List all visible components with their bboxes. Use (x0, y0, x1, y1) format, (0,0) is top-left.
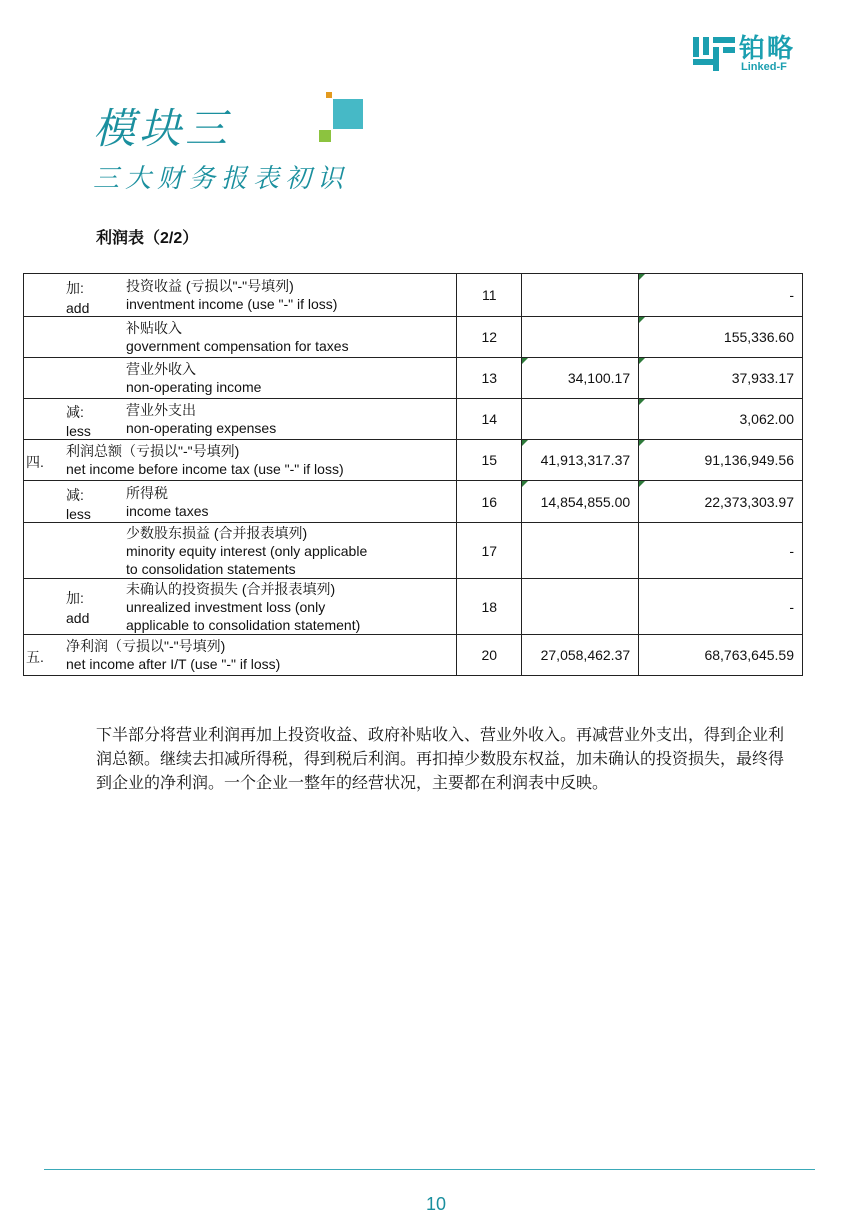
table-row (24, 317, 803, 358)
row-desc-en: income taxes (126, 502, 209, 519)
cell-marker-icon (522, 358, 528, 364)
row-desc-en-line1: minority equity interest (only applicable (126, 542, 368, 559)
income-statement-table (23, 273, 803, 676)
row-desc-cn: 营业外收入 (126, 361, 196, 377)
table-row (24, 481, 803, 523)
value-prior-text: 3,062.00 (739, 411, 794, 427)
row-number: 15 (457, 440, 522, 481)
table-row (24, 523, 803, 579)
row-prefix-cn: 减: (66, 486, 84, 503)
row-desc-cn: 营业外支出 (126, 402, 196, 418)
row-value-prior (639, 481, 803, 523)
row-label (24, 579, 457, 635)
row-value-prior (639, 579, 803, 635)
cell-marker-icon (639, 481, 645, 487)
table-row (24, 274, 803, 317)
value-prior-text: - (789, 542, 794, 559)
explanation-paragraph: 下半部分将营业利润再加上投资收益、政府补贴收入、营业外收入。再减营业外支出，得到企业利润总额。继续去扣减所得税，得到税后利润。再扣掉少数股东权益，加未确认的投资损失，最终得到企业的净利润。一个企业一整年的经营状况，主要都在利润表中反映。 (96, 727, 785, 792)
cell-marker-icon (639, 440, 645, 446)
row-value-prior (639, 317, 803, 358)
row-value-prior (639, 523, 803, 579)
cell-marker-icon (522, 481, 528, 487)
cell-marker-icon (522, 440, 528, 446)
logo-text-en: Linked-F (741, 61, 787, 73)
row-value-prior (639, 440, 803, 481)
row-prefix-cn: 加: (66, 280, 84, 296)
table-row (24, 399, 803, 440)
row-desc-en-line1: unrealized investment loss (only (126, 598, 326, 615)
row-value-current (522, 523, 639, 579)
cell-marker-icon (639, 358, 645, 364)
row-value-current (522, 317, 639, 358)
value-prior-text: 37,933.17 (731, 370, 794, 386)
cell-marker-icon (639, 399, 645, 405)
row-number: 13 (457, 358, 522, 399)
row-desc-cn: 补贴收入 (126, 320, 182, 336)
row-prefix-cn: 减: (66, 404, 84, 420)
value-current-text: 27,058,462.37 (540, 647, 631, 663)
row-desc-cn: 利润总额（亏损以"-"号填列) (66, 443, 240, 459)
decorative-square-teal (333, 99, 363, 129)
row-number: 20 (457, 635, 522, 676)
row-section-marker: 四. (26, 454, 44, 470)
logo-mark-icon (693, 33, 737, 71)
table-title: 利润表（2/2） (96, 230, 199, 247)
row-desc-en: net income before income tax (use "-" if loss) (66, 461, 344, 477)
row-prefix-en: add (66, 609, 90, 626)
row-desc-en: net income after I/T (use "-" if loss) (66, 656, 281, 672)
value-prior-text: 91,136,949.56 (704, 452, 794, 468)
row-label (24, 635, 457, 676)
table-row (24, 579, 803, 635)
row-prefix-en: add (66, 300, 90, 316)
page-number: 10 (425, 1194, 447, 1214)
row-section-marker: 五. (26, 649, 44, 665)
row-desc-cn: 未确认的投资损失 (合并报表填列) (126, 580, 336, 597)
row-number: 17 (457, 523, 522, 579)
row-label (24, 440, 457, 481)
row-desc-en: non-operating income (126, 379, 262, 395)
logo-text-cn: 铂略 (739, 33, 796, 63)
row-desc-cn: 少数股东损益 (合并报表填列) (126, 524, 308, 541)
value-current-text: 41,913,317.37 (540, 452, 631, 468)
row-desc-cn: 投资收益 (亏损以"-"号填列) (126, 278, 294, 294)
value-prior-text: 155,336.60 (723, 329, 794, 345)
row-number: 16 (457, 481, 522, 523)
table-row (24, 440, 803, 481)
table-row (24, 635, 803, 676)
row-desc-en-line2: applicable to consolidation statement) (126, 616, 361, 633)
row-desc-en: non-operating expenses (126, 420, 277, 436)
value-prior-text: - (789, 287, 794, 303)
brand-logo (693, 33, 813, 73)
row-value-current (522, 440, 639, 481)
row-value-current (522, 274, 639, 317)
row-value-prior (639, 399, 803, 440)
row-prefix-en: less (66, 505, 91, 522)
cell-marker-icon (639, 274, 645, 280)
row-label (24, 274, 457, 317)
row-value-current (522, 579, 639, 635)
row-desc-en-line2: to consolidation statements (126, 560, 296, 577)
row-number: 18 (457, 579, 522, 635)
row-label (24, 523, 457, 579)
value-prior-text: 22,373,303.97 (704, 493, 794, 510)
value-current-text: 14,854,855.00 (540, 493, 631, 510)
row-desc-en: inventment income (use "-" if loss) (126, 296, 338, 312)
row-number: 12 (457, 317, 522, 358)
footer-divider (44, 1169, 815, 1170)
row-desc-cn: 净利润（亏损以"-"号填列) (66, 638, 226, 654)
row-desc-en: government compensation for taxes (126, 338, 349, 354)
value-prior-text: 68,763,645.59 (704, 647, 794, 663)
cell-marker-icon (639, 317, 645, 323)
value-current-text: 34,100.17 (567, 370, 631, 386)
row-label (24, 358, 457, 399)
row-label (24, 317, 457, 358)
row-value-current (522, 358, 639, 399)
value-prior-text: - (789, 598, 794, 615)
decorative-square-orange (326, 92, 332, 98)
row-label (24, 481, 457, 523)
row-prefix-cn: 加: (66, 589, 84, 606)
row-value-prior (639, 635, 803, 676)
row-desc-cn: 所得税 (126, 484, 168, 501)
decorative-square-green (319, 130, 331, 142)
module-title: 模块三 (93, 104, 232, 153)
row-value-current (522, 481, 639, 523)
table-row (24, 358, 803, 399)
row-label (24, 399, 457, 440)
row-number: 14 (457, 399, 522, 440)
row-number: 11 (457, 274, 522, 317)
row-value-prior (639, 274, 803, 317)
row-value-current (522, 399, 639, 440)
row-value-prior (639, 358, 803, 399)
row-value-current (522, 635, 639, 676)
row-prefix-en: less (66, 423, 91, 439)
module-subtitle: 三大财务报表初识 (93, 164, 350, 194)
